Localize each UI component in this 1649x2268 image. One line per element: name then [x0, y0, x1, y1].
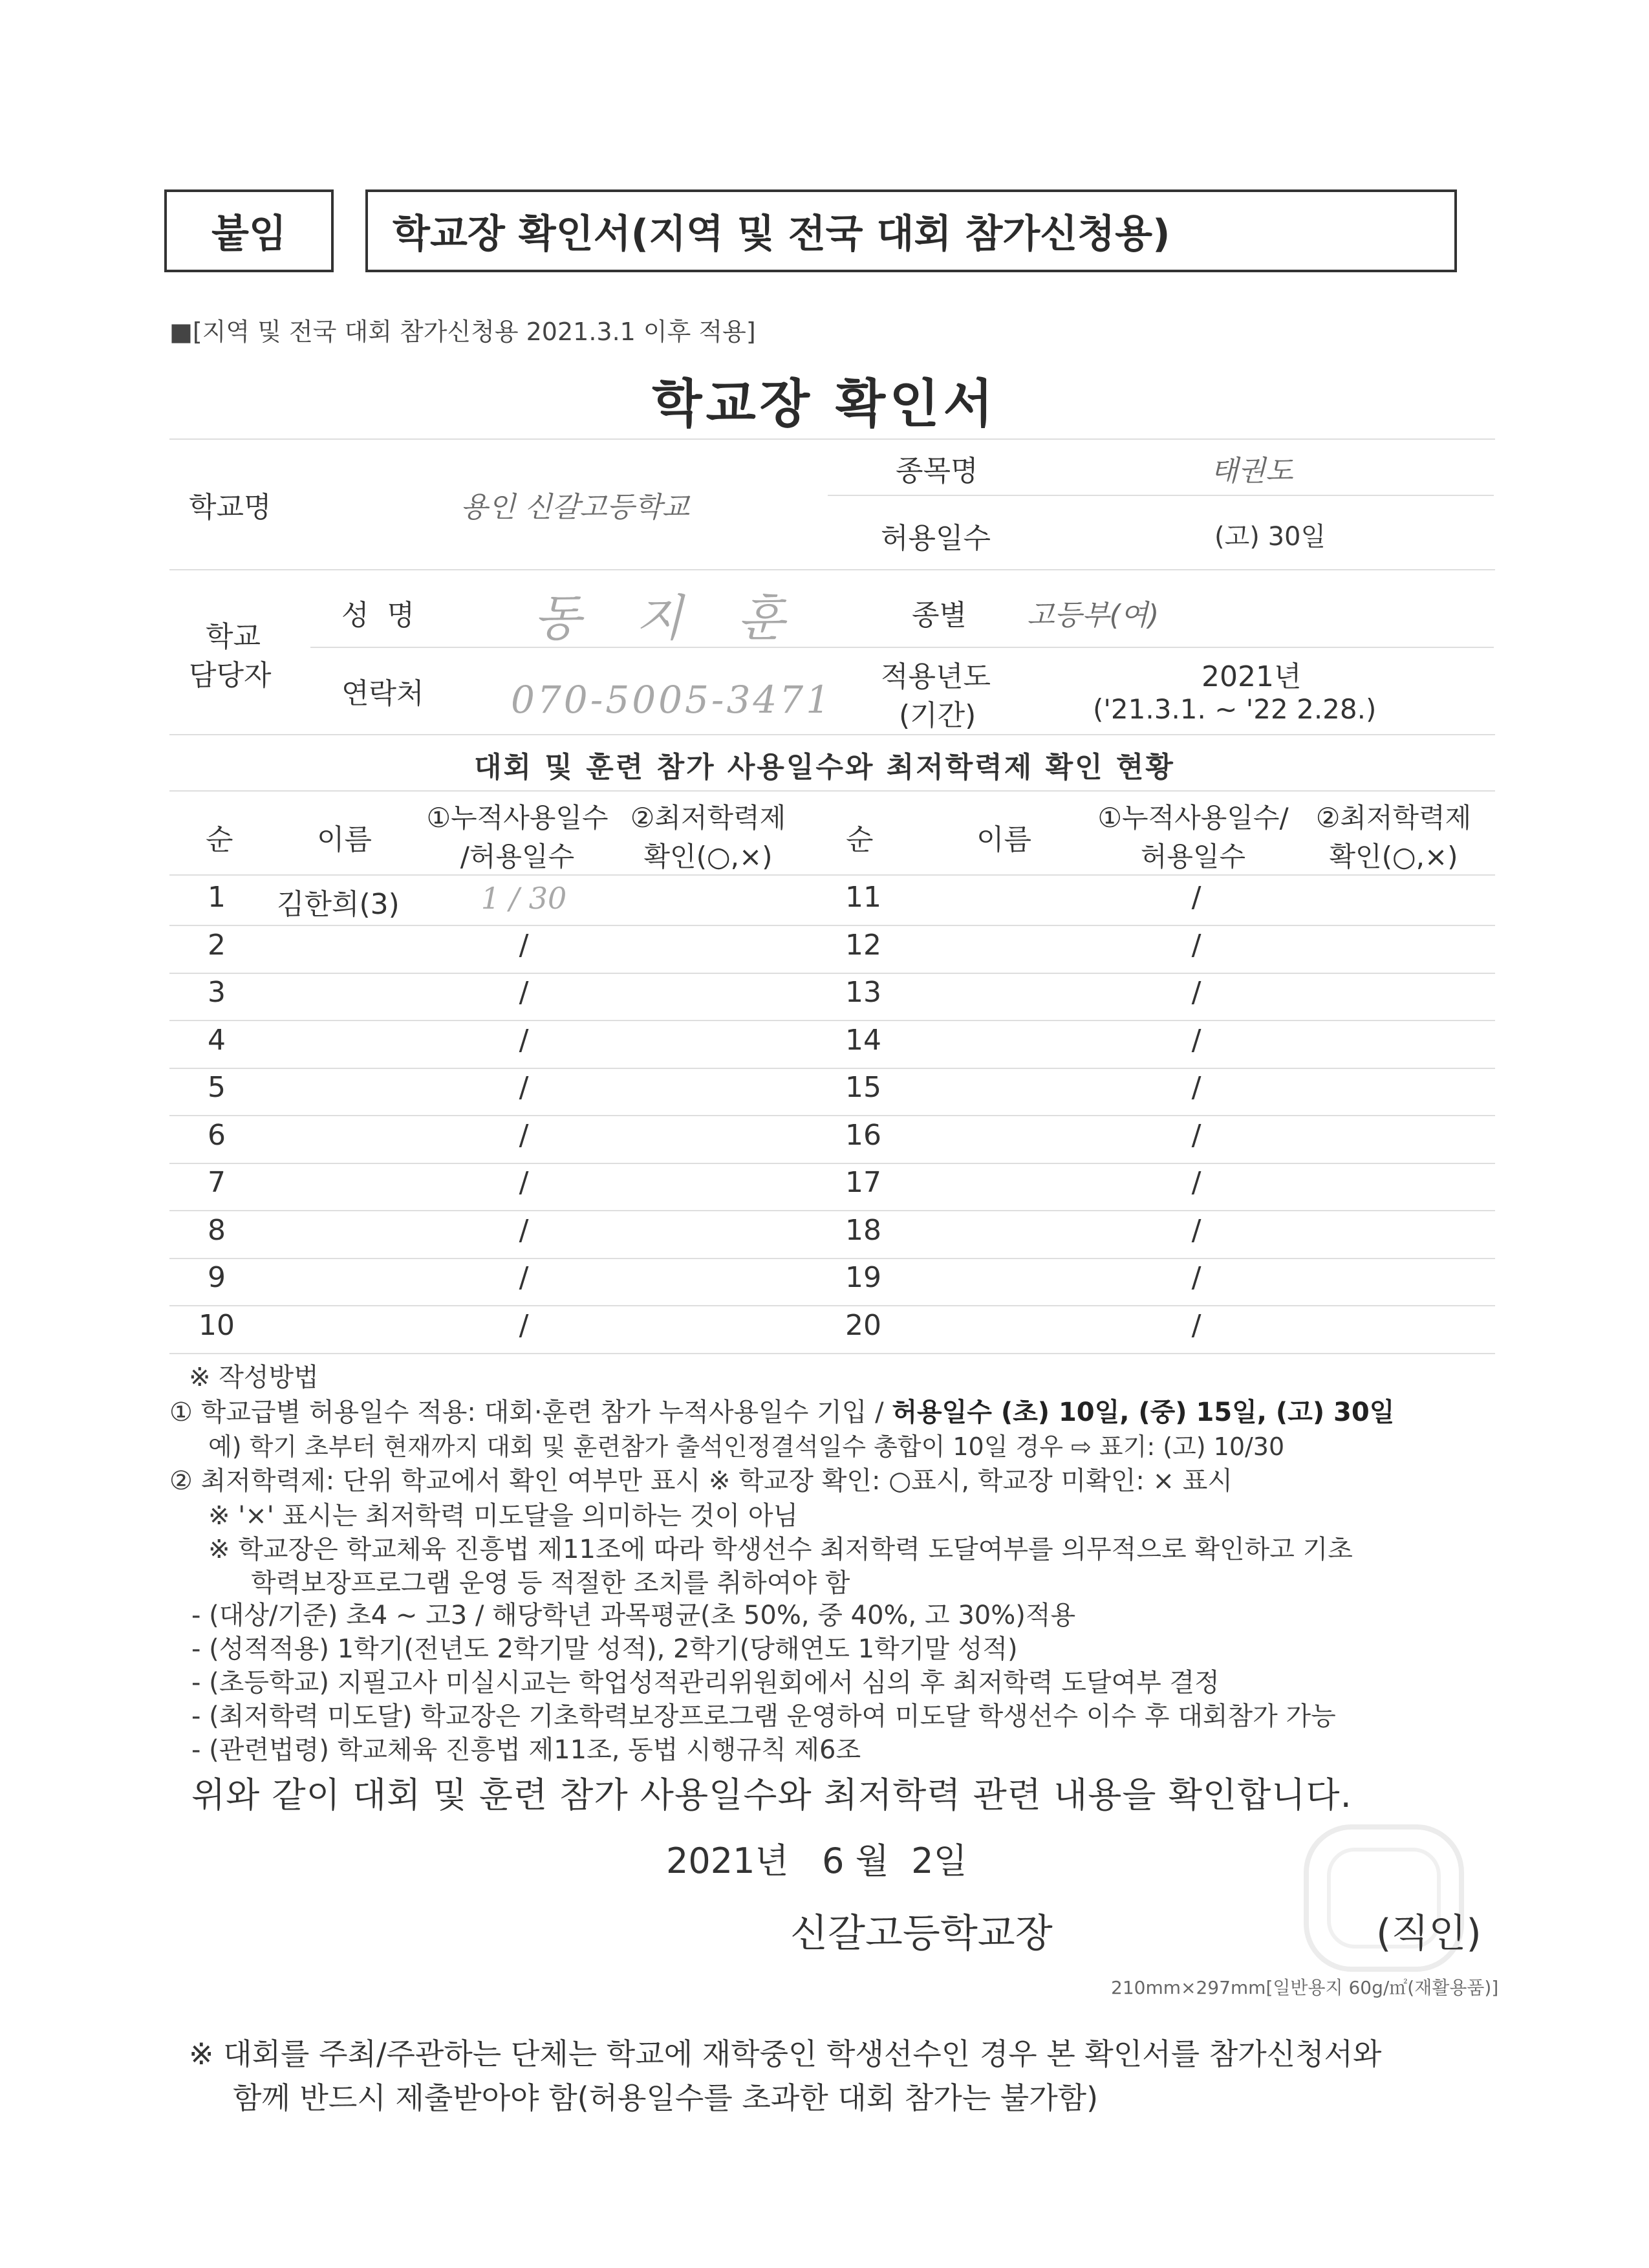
row-days: /: [1191, 881, 1202, 914]
row-days: /: [1191, 1024, 1202, 1057]
row-number: 7: [208, 1166, 226, 1199]
row-divider: [169, 973, 1495, 974]
instruction-line: 예) 학기 초부터 현재까지 대회 및 훈련참가 출석인정결석일수 총합이 10일 경우 ⇨ 표기: (고) 10/30: [208, 1432, 1285, 1461]
period-value: ('21.3.1. ~ '22 2.28.): [1093, 693, 1377, 725]
allowed-days-value: (고) 30일: [1214, 522, 1326, 552]
instruction-line: - (초등학교) 지필고사 미실시교는 학업성적관리위원회에서 심의 후 최저학력 도달여부 결정: [191, 1668, 1220, 1698]
contact-value: 070-5005-3471: [511, 678, 833, 722]
row-number: 14: [845, 1024, 881, 1057]
manager-label-2: 담당자: [189, 659, 272, 692]
row-days: /: [519, 1309, 529, 1342]
division-value: 고등부(여): [1027, 599, 1159, 632]
row-divider: [169, 1353, 1495, 1354]
row-divider: [169, 1163, 1495, 1164]
period-label: (기간): [899, 699, 976, 732]
row-days: /: [519, 1166, 529, 1199]
instruction-line: [169, 1392, 1394, 1429]
row-days: /: [519, 1119, 529, 1152]
row-number: 16: [845, 1119, 881, 1152]
instruction-text: ① 학교급별 허용일수 적용: 대회·훈련 참가 누적사용일수 기입 /: [169, 1398, 892, 1427]
row-number: 9: [208, 1261, 226, 1294]
contact-label: 연락처: [341, 677, 424, 710]
row-number: 3: [208, 976, 226, 1009]
allowed-days-label: 허용일수: [881, 522, 991, 555]
principal-name: 신갈고등학교장: [790, 1911, 1053, 1956]
row-number: 17: [845, 1166, 881, 1199]
row-divider: [169, 1020, 1495, 1021]
min-academic-header-right-2: 확인(○,×): [1329, 841, 1458, 872]
document-title: 학교장 확인서: [652, 374, 997, 434]
instructions-heading: ※ 작성방법: [189, 1363, 319, 1392]
row-days: /: [1191, 1166, 1202, 1199]
divider: [169, 790, 1495, 792]
division-label: 종별: [912, 599, 967, 632]
cumulative-days-header-right-2: 허용일수: [1140, 841, 1246, 872]
seq-header: 순: [206, 823, 233, 856]
footer-note: ※ 대회를 주최/주관하는 단체는 학교에 재학중인 학생선수인 경우 본 확인서를 참가신청서와: [189, 2036, 1382, 2071]
instruction-line: - (대상/기준) 초4 ~ 고3 / 해당학년 과목평균(초 50%, 중 40%, 고 30%)적용: [191, 1601, 1076, 1630]
confirmation-statement: 위와 같이 대회 및 훈련 참가 사용일수와 최저학력 관련 내용을 확인합니다.: [191, 1775, 1352, 1815]
divider: [169, 874, 1495, 876]
row-divider: [169, 1210, 1495, 1211]
row-divider: [169, 1068, 1495, 1069]
row-days: /: [1191, 1261, 1202, 1294]
divider: [169, 438, 1495, 440]
cumulative-days-header-2: /허용일수: [460, 841, 575, 872]
row-number: 10: [199, 1309, 235, 1342]
row-days: /: [1191, 929, 1202, 962]
row-days: /: [519, 1214, 529, 1247]
seal-label: (직인): [1376, 1911, 1482, 1956]
cumulative-days-header: ①누적사용일수: [426, 802, 609, 834]
instruction-line: ※ 학교장은 학교체육 진흥법 제11조에 따라 학생선수 최저학력 도달여부를 의무적으로 확인하고 기초: [208, 1535, 1353, 1564]
applicability-notice: ■[지역 및 전국 대회 참가신청용 2021.3.1 이후 적용]: [169, 318, 756, 346]
row-name: 김한희(3): [277, 888, 400, 921]
row-number: 15: [845, 1071, 881, 1104]
row-number: 11: [845, 881, 881, 914]
row-days: /: [1191, 1214, 1202, 1247]
row-days: /: [519, 1071, 529, 1104]
row-number: 20: [845, 1309, 881, 1342]
row-number: 5: [208, 1071, 226, 1104]
row-number: 1: [208, 881, 226, 914]
manager-label: 학교: [206, 620, 261, 653]
paper-spec: 210mm×297mm[일반용지 60g/㎡(재활용품)]: [1111, 1977, 1499, 1998]
cumulative-days-header-right: ①누적사용일수/: [1097, 802, 1289, 834]
school-name-label: 학교명: [189, 491, 272, 524]
name-value: 동 지 훈: [534, 589, 804, 647]
school-name-value: 용인 신갈고등학교: [460, 491, 690, 524]
divider: [169, 569, 1495, 570]
row-days: /: [1191, 1071, 1202, 1104]
row-days: 1 / 30: [480, 881, 567, 916]
instruction-line: ※ '×' 표시는 최저학력 미도달을 의미하는 것이 아님: [208, 1501, 799, 1531]
row-days: /: [519, 1261, 529, 1294]
instruction-emphasis: 허용일수 (초) 10일, (중) 15일, (고) 30일: [892, 1398, 1395, 1427]
instruction-line: 학력보장프로그램 운영 등 적절한 조치를 취하여야 함: [251, 1568, 850, 1598]
row-divider: [169, 1258, 1495, 1259]
sport-label: 종목명: [896, 455, 978, 488]
row-days: /: [519, 976, 529, 1009]
instruction-line: - (최저학력 미도달) 학교장은 기초학력보장프로그램 운영하여 미도달 학생선수 이수 후 대회참가 가능: [191, 1701, 1336, 1731]
row-number: 19: [845, 1261, 881, 1294]
footer-note-2: 함께 반드시 제출받아야 함(허용일수를 초과한 대회 참가는 불가함): [233, 2080, 1099, 2115]
sport-value: 태권도: [1211, 455, 1293, 488]
row-divider: [169, 1115, 1495, 1116]
row-days: /: [1191, 1119, 1202, 1152]
name-label: 성 명: [341, 599, 415, 632]
year-value: 2021년: [1202, 660, 1302, 693]
instruction-line: ② 최저학력제: 단위 학교에서 확인 여부만 표시 ※ 학교장 확인: ○표시, 학교장 미확인: × 표시: [169, 1466, 1233, 1496]
min-academic-header-right: ②최저학력제: [1315, 802, 1472, 834]
min-academic-header: ②최저학력제: [630, 802, 786, 834]
table-title: 대회 및 훈련 참가 사용일수와 최저학력제 확인 현황: [474, 751, 1175, 784]
row-days: /: [519, 929, 529, 962]
row-divider: [169, 925, 1495, 926]
year-label: 적용년도: [881, 660, 991, 693]
header-title: 학교장 확인서(지역 및 전국 대회 참가신청용): [365, 189, 1457, 272]
name-header: 이름: [317, 823, 372, 856]
row-number: 4: [208, 1024, 226, 1057]
instruction-line: - (성적적용) 1학기(전년도 2학기말 성적), 2학기(당해연도 1학기말 성적): [191, 1634, 1018, 1664]
row-number: 12: [845, 929, 881, 962]
row-days: /: [1191, 976, 1202, 1009]
attachment-label: 붙임: [164, 189, 334, 272]
issue-date: 2021년 6 월 2일: [666, 1841, 967, 1881]
row-days: /: [1191, 1309, 1202, 1342]
row-number: 8: [208, 1214, 226, 1247]
divider: [169, 734, 1495, 735]
name-header-right: 이름: [976, 823, 1032, 856]
min-academic-header-2: 확인(○,×): [643, 841, 773, 872]
row-number: 18: [845, 1214, 881, 1247]
row-number: 6: [208, 1119, 226, 1152]
divider: [310, 647, 1494, 648]
row-number: 13: [845, 976, 881, 1009]
row-number: 2: [208, 929, 226, 962]
row-divider: [169, 1305, 1495, 1306]
divider: [828, 495, 1494, 496]
instruction-line: - (관련법령) 학교체육 진흥법 제11조, 동법 시행규칙 제6조: [191, 1735, 861, 1765]
seq-header-right: 순: [846, 823, 874, 856]
row-days: /: [519, 1024, 529, 1057]
